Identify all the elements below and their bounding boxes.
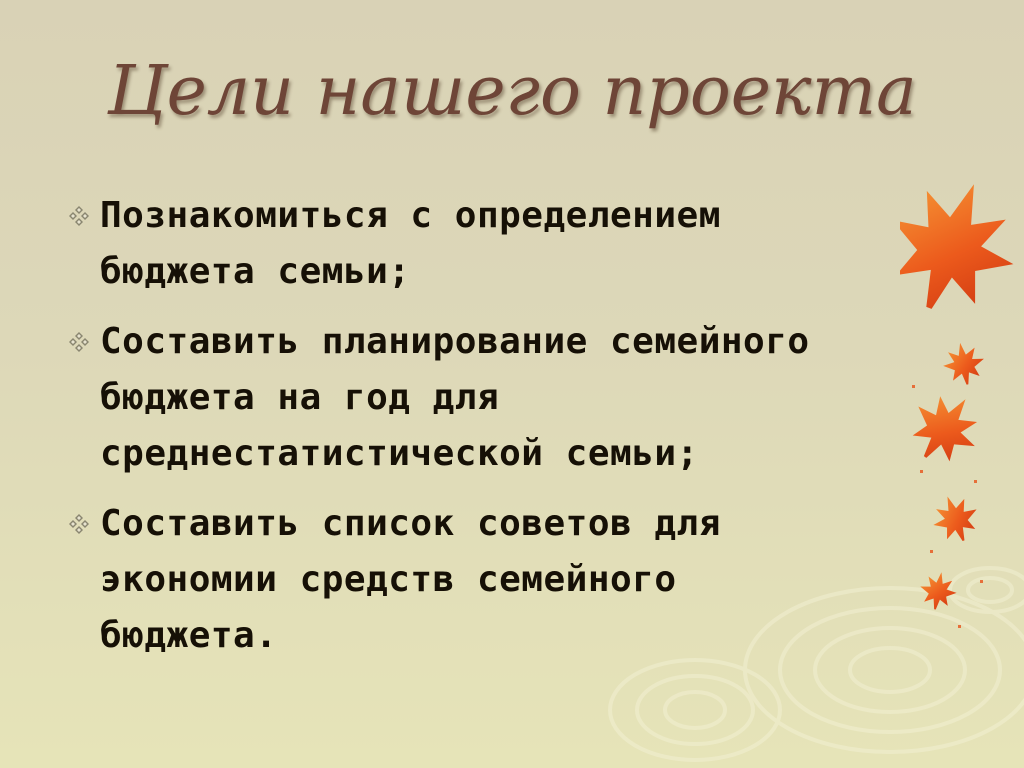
maple-leaf-icon	[940, 339, 988, 388]
bullet-line: экономии средств семейного	[100, 559, 677, 600]
slide-title: Цели нашего проекта	[107, 52, 917, 131]
bullet-line: бюджета.	[100, 615, 278, 656]
diamond-bullet-icon	[64, 327, 94, 357]
bullet-line: среднестатистической семьи;	[100, 433, 699, 474]
diamond-bullet-icon	[64, 509, 94, 539]
goals-list	[64, 188, 924, 678]
maple-leaf-icon	[900, 180, 1024, 330]
maple-leaf-icon	[900, 379, 994, 476]
list-item	[64, 188, 924, 300]
maple-leaf-icon	[926, 489, 985, 549]
list-item	[64, 314, 924, 482]
diamond-bullet-icon	[64, 201, 94, 231]
bullet-line: Составить список советов для	[100, 503, 721, 544]
bullet-line: Составить планирование семейного	[100, 321, 810, 362]
list-item	[64, 496, 924, 664]
bullet-line: бюджета на год для	[100, 377, 500, 418]
maple-leaf-icon	[917, 569, 960, 612]
bullet-line: бюджета семьи;	[100, 251, 411, 292]
bullet-line: Познакомиться с определением	[100, 195, 721, 236]
maple-leaves-decor	[900, 180, 1024, 640]
